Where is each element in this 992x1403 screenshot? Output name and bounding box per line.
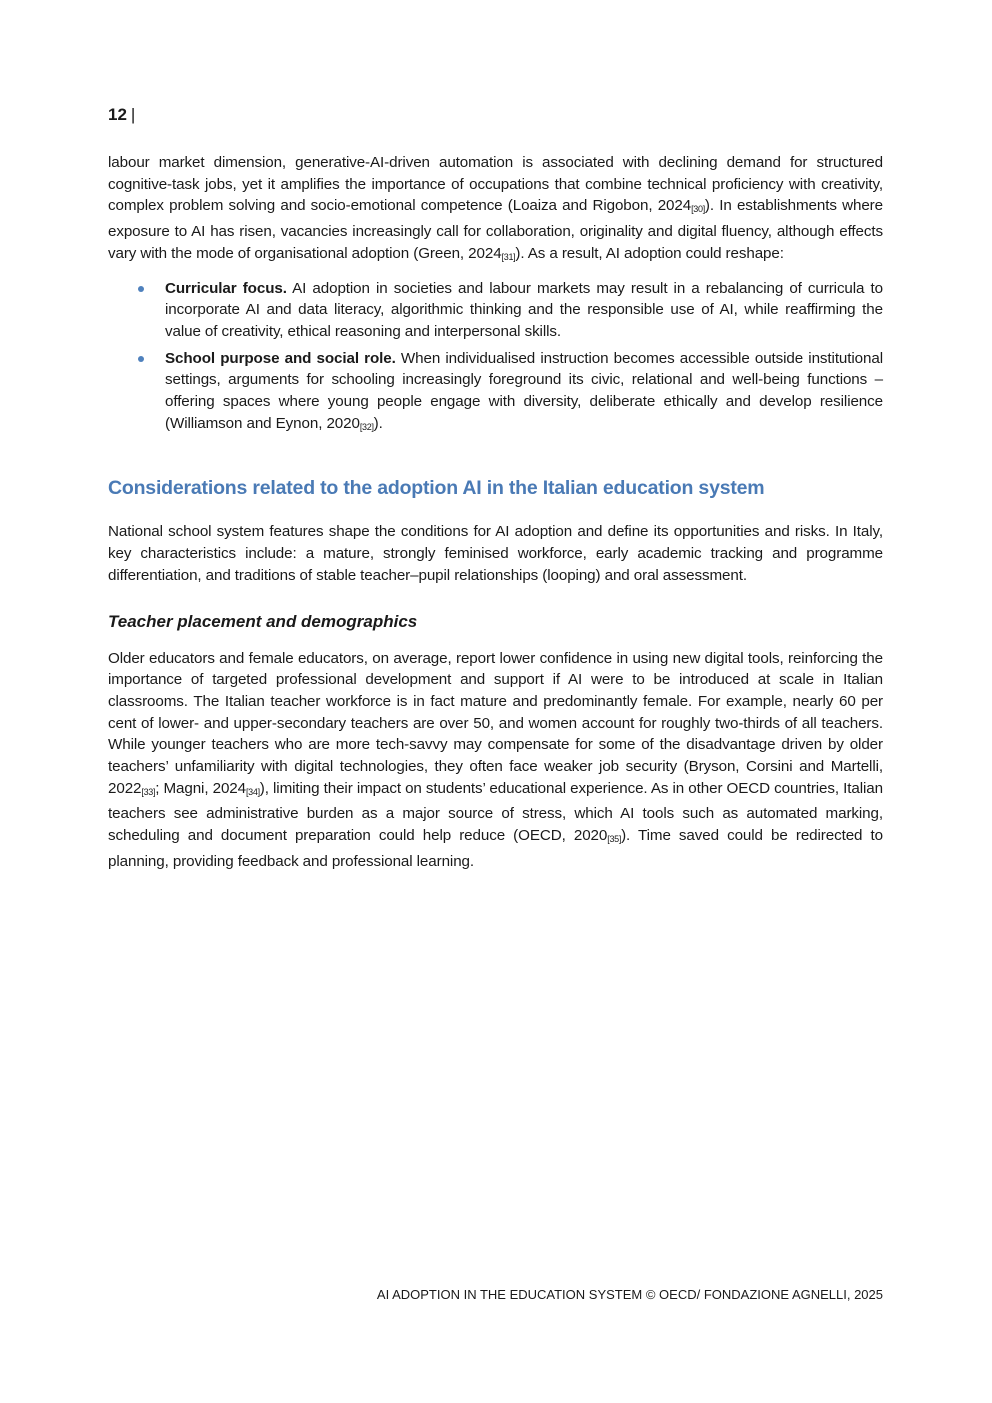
citation-ref[interactable]: [33] bbox=[141, 786, 156, 797]
citation-ref[interactable]: [32] bbox=[359, 421, 374, 432]
text-run: Older educators and female educators, on average, report lower confidence in using new digital tools, reinforcing the importance of targeted professional development and support if AI were to be introduced at scale in Italian classrooms. The Italian teacher workforce is in fact mature and predominantly female. For example, nearly 60 per cent of lower- and upper-secondary teachers are over 50, and women account for roughly two-thirds of all teachers. While younger teachers who are more tech-savvy may compensate for some of the disadvantage driven by older teachers’ unfamiliarity with digital technologies, they often face weaker job security (Bryson, Corsini and Martelli, 2022 bbox=[108, 649, 883, 797]
section-heading: Considerations related to the adoption AI in the Italian education system bbox=[108, 477, 765, 500]
citation-ref[interactable]: [35] bbox=[607, 834, 622, 845]
bullet-icon bbox=[138, 356, 144, 362]
text-run: ). In establishments where exposure to AI has risen, vacancies increasingly call for collaboration, originality and digital fluency, although effects vary with the mode of organisational adoption (Green, 2024 bbox=[108, 197, 883, 262]
citation-ref[interactable]: [34] bbox=[245, 786, 260, 797]
subsection-heading: Teacher placement and demographics bbox=[108, 611, 418, 631]
citation-ref[interactable]: [30] bbox=[691, 204, 705, 215]
list-item-title: School purpose and social role. bbox=[165, 349, 396, 367]
bullet-icon bbox=[138, 286, 144, 292]
page-number-value: 12 bbox=[108, 105, 127, 124]
text-run: labour market dimension, generative-AI-driven automation is associated with declining demand for structured cognitive-task jobs, yet it amplifies the importance of occupations that combine technical proficiency with creativity, complex problem solving and socio-emotional competence (Loaiza and Rigobon, 2024 bbox=[108, 154, 883, 215]
text-run: ). bbox=[373, 414, 383, 432]
page-number bbox=[108, 105, 135, 125]
text-run: AI adoption in societies and labour markets may result in a rebalancing of curricula to incorporate AI and data literacy, algorithmic thinking and the responsible use of AI, while reaffirming the value of creativity, ethical reasoning and interpersonal skills. bbox=[165, 279, 883, 340]
list-item-title: Curricular focus. bbox=[165, 279, 287, 297]
subsection-paragraph bbox=[108, 648, 883, 873]
citation-ref[interactable]: [31] bbox=[501, 251, 516, 262]
text-run: When individualised instruction becomes accessible outside institutional settings, arguments for schooling increasingly foreground its civic, relational and well-being functions – offering spaces where young people engage with diversity, deliberate ethically and develop resilience (Williamson and Eynon, 2020 bbox=[165, 349, 883, 432]
page-footer: AI ADOPTION IN THE EDUCATION SYSTEM © OECD/ FONDAZIONE AGNELLI, 2025 bbox=[376, 1287, 883, 1302]
list-item bbox=[108, 278, 883, 343]
list-item bbox=[108, 348, 883, 439]
page-number-separator: | bbox=[130, 105, 136, 124]
text-run: ). Time saved could be redirected to planning, providing feedback and professional learning. bbox=[108, 827, 883, 870]
text-run: ). As a result, AI adoption could reshape: bbox=[515, 244, 784, 262]
list-item-text bbox=[165, 348, 883, 439]
intro-paragraph bbox=[108, 152, 883, 269]
page-content bbox=[108, 152, 883, 873]
text-run: ), limiting their impact on students’ educational experience. As in other OECD countries, Italian teachers see administrative burden as a major source of stress, which AI tools such as automated marking, scheduling and document preparation could help reduce (OECD, 2020 bbox=[108, 779, 883, 845]
text-run: ; Magni, 2024 bbox=[155, 779, 246, 797]
section-paragraph: National school system features shape the conditions for AI adoption and define its opportunities and risks. In Italy, key characteristics include: a mature, strongly feminised workforce, early academic tracking and programme differentiation, and traditions of stable teacher–pupil relationships (looping) and oral assessment. bbox=[108, 523, 883, 584]
reshape-bullet-list bbox=[108, 278, 883, 439]
list-item-text bbox=[165, 278, 883, 343]
